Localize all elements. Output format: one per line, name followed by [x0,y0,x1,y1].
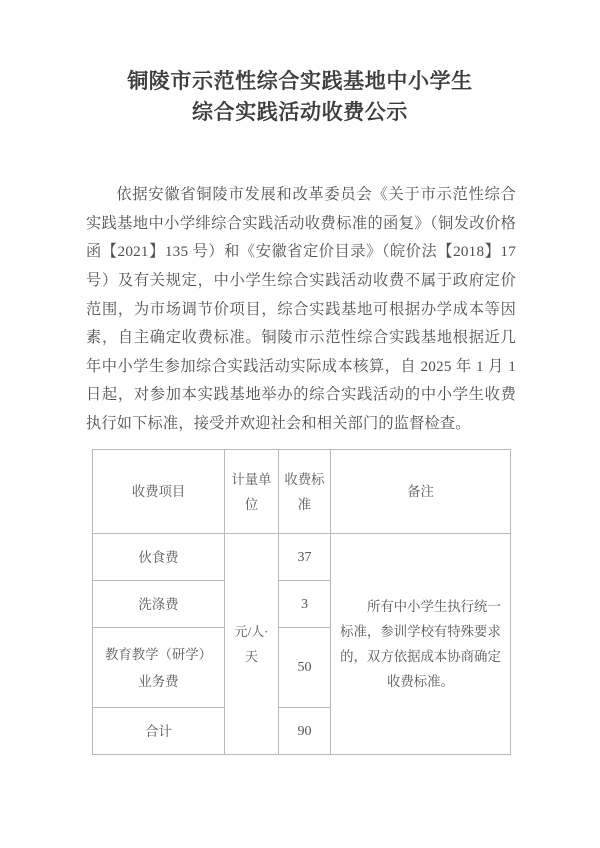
fee-item-label: 伙食费 [138,549,179,565]
fee-unit-cell: 元/人·天 [225,534,279,755]
fee-item-name [93,534,225,581]
fee-price-value: 3 [279,581,331,628]
fee-price-value: 90 [279,708,331,755]
fee-remark-cell: 所有中小学生执行统一标准，参训学校有特殊要求的，双方依据成本协商确定收费标准。 [331,534,511,755]
column-header-remark: 备注 [331,450,511,534]
fee-item-name [93,581,225,628]
fee-item-label: 教育教学（研学）业务费 [104,646,213,689]
page-title [86,66,514,128]
column-header-item: 收费项目 [93,450,225,534]
fee-price-value: 37 [279,534,331,581]
page-title-line-2: 综合实践活动收费公示 [192,101,408,124]
page-title-line-1: 铜陵市示范性综合实践基地中小学生 [127,70,473,93]
table-header-row [93,450,511,534]
table-row [93,534,511,581]
fee-item-name [93,708,225,755]
column-header-unit: 计量单位 [225,450,279,534]
fee-price-value: 50 [279,628,331,708]
column-header-price: 收费标准 [279,450,331,534]
fee-item-name [93,628,225,708]
fee-item-label: 洗涤费 [138,596,179,612]
fee-item-label: 合计 [145,723,172,739]
fee-standard-table [92,449,511,755]
body-paragraph: 依据安徽省铜陵市发展和改革委员会《关于市示范性综合实践基地中小学绯综合实践活动收费标准的函复》（铜发改价格函【2021】135 号）和《安徽省定价目录》（皖价法【2018】17 号）及有关规定，中小学生综合实践活动收费不属于政府定价范围，为市场调节价项目，综合实践基地可根据办学成本等因素，自主确定收费标准。铜陵市示范性综合实践基地根据近几年中小学生参加综合实践活动实际成本核算，自 2025 年 1 月 1 日起，对参加本实践基地举办的综合实践活动的中小学生收费执行如下标准，接受并欢迎社会和相关部门的监督检查。 [86,186,516,432]
